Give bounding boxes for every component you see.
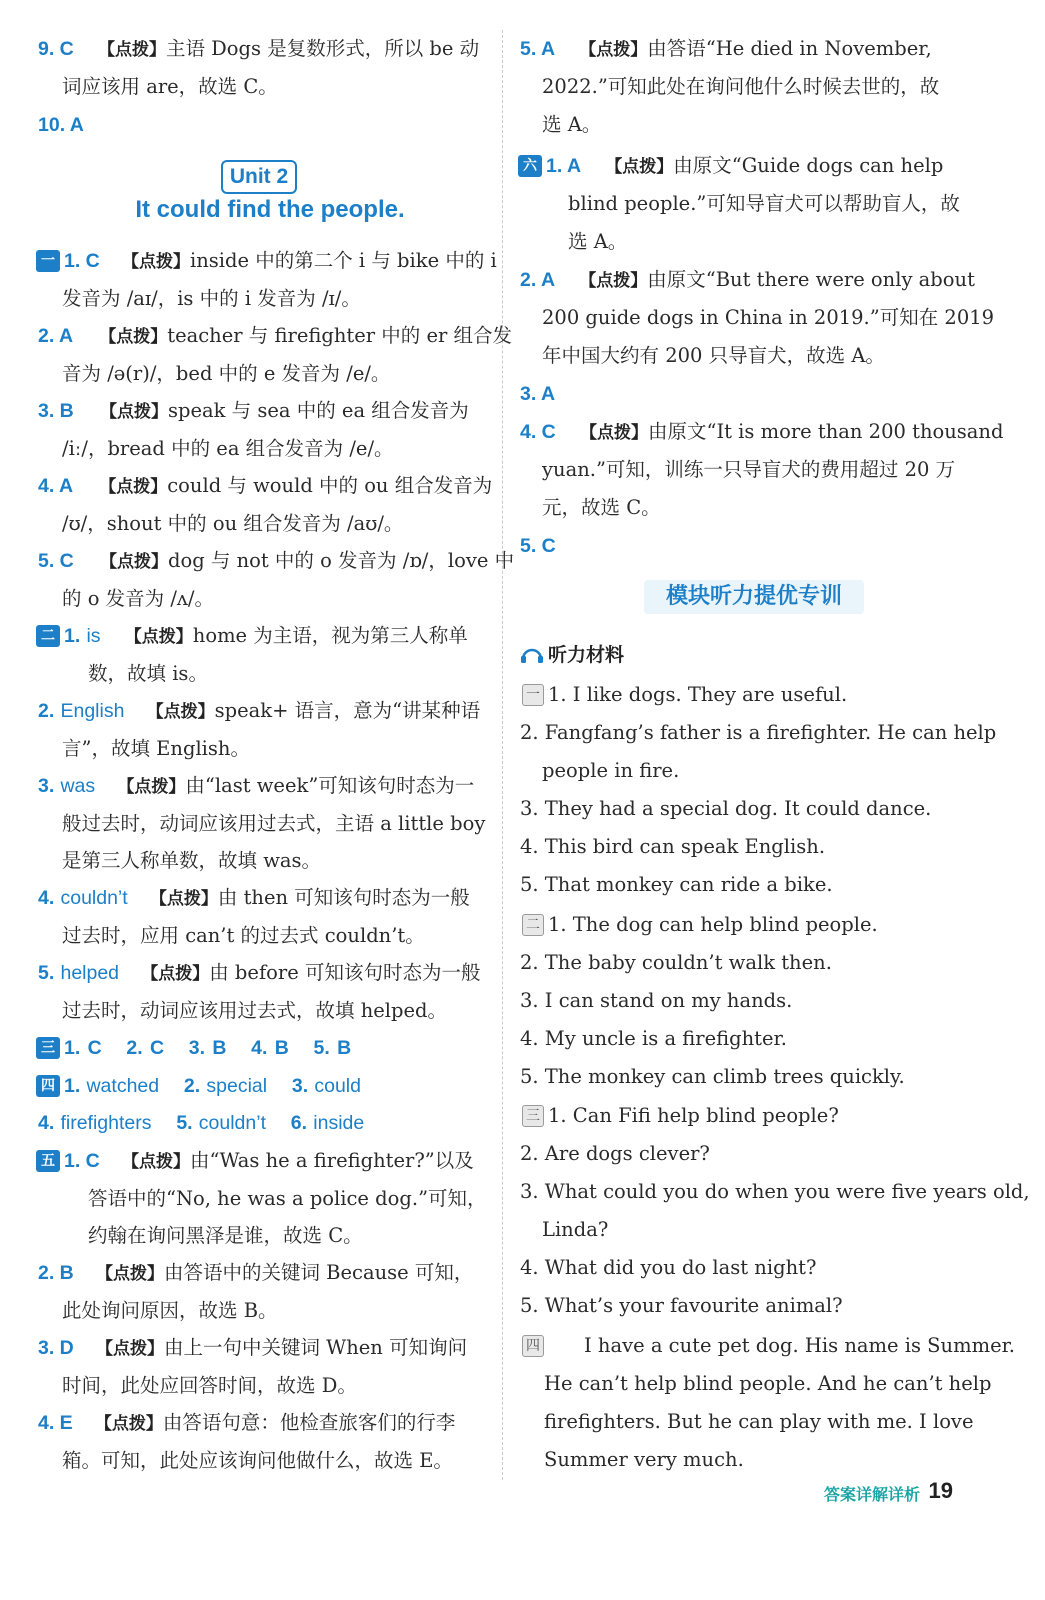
s5-item-1-cont: 答语中的“No, he was a police dog.”可知，: [88, 1187, 487, 1210]
s1-item-1-cont: 发音为 /aɪ/，is 中的 i 发音为 /ɪ/。: [62, 287, 361, 310]
l3-line-5: 4. What did you do last night?: [520, 1256, 817, 1279]
l2-line-4: 4. My uncle is a firefighter.: [520, 1027, 787, 1050]
s6-item-4: 4. C 【点拨】由原文“It is more than 200 thousand: [520, 420, 1004, 443]
s2-item-5: 5. helped 【点拨】由 before 可知该句时态为一般: [38, 961, 481, 984]
answer-9: 9. C 【点拨】主语 Dogs 是复数形式，所以 be 动: [38, 37, 480, 60]
s4-row-2: 4. firefighters 5. couldn’t 6. inside: [38, 1112, 365, 1134]
s1-item-2: 2. A 【点拨】teacher 与 firefighter 中的 er 组合发: [38, 324, 513, 347]
s2-item-4-cont: 过去时，应用 can’t 的过去式 couldn’t。: [62, 924, 425, 947]
s5-item-4: 4. E 【点拨】由答语句意：他检查旅客们的行李: [38, 1411, 456, 1434]
s1-item-4: 4. A 【点拨】could 与 would 中的 ou 组合发音为: [38, 474, 493, 497]
s1-item-5: 5. C 【点拨】dog 与 not 中的 o 发音为 /ɒ/，love 中: [38, 549, 515, 572]
s6-item-4-cont: yuan.”可知，训练一只导盲犬的费用超过 20 万: [542, 458, 956, 481]
unit-label: Unit 2: [221, 160, 297, 194]
s6-item-4-cont2: 元，故选 C。: [542, 496, 661, 519]
s1-item-3-cont: /iː/，bread 中的 ea 组合发音为 /e/。: [62, 437, 394, 460]
s2-item-3-cont2: 是第三人称单数，故填 was。: [62, 849, 322, 872]
s1-item-4-cont: /ʊ/，shout 中的 ou 组合发音为 /aʊ/。: [62, 512, 404, 535]
listening-heading: 听力材料: [520, 640, 624, 667]
s2-item-3-cont: 般过去时，动词应该用过去式，主语 a little boy: [62, 812, 486, 835]
footer-tag: 答案详解详析: [823, 1485, 920, 1504]
section-badge-five: 五: [36, 1150, 60, 1172]
s6-item-3: 3. A: [520, 383, 556, 405]
headphones-icon: [520, 645, 544, 663]
r-top-item: 5. A 【点拨】由答语“He died in November,: [520, 37, 932, 60]
l2-line-2: 2. The baby couldn’t walk then.: [520, 951, 832, 974]
s2-item-1-cont: 数，故填 is。: [88, 662, 208, 685]
s6-item-1-cont: blind people.”可知导盲犬可以帮助盲人，故: [568, 192, 960, 215]
s5-item-3-cont: 时间，此处应回答时间，故选 D。: [62, 1374, 357, 1397]
page-number: 19: [928, 1478, 953, 1503]
s5-item-1-cont2: 约翰在询问黑泽是谁，故选 C。: [88, 1224, 363, 1247]
listening-badge-three: 三: [522, 1105, 544, 1127]
s6-item-1: 1. A 【点拨】由原文“Guide dogs can help: [546, 154, 944, 177]
l1-line-3: people in fire.: [542, 759, 680, 782]
s1-item-5-cont: 的 o 发音为 /ʌ/。: [62, 587, 214, 610]
answer-10: 10. A: [38, 114, 84, 136]
s4-row-1: 1. watched 2. special 3. could: [64, 1075, 361, 1097]
l1-line-5: 4. This bird can speak English.: [520, 835, 826, 858]
s6-item-2: 2. A 【点拨】由原文“But there were only about: [520, 268, 975, 291]
listening-badge-four: 四: [522, 1335, 544, 1357]
s5-item-3: 3. D 【点拨】由上一句中关键词 When 可知询问: [38, 1336, 468, 1359]
listening-badge-one: 一: [522, 684, 544, 706]
s2-item-3: 3. was 【点拨】由“last week”可知该句时态为一: [38, 774, 475, 797]
l3-line-2: 2. Are dogs clever?: [520, 1142, 710, 1165]
s5-item-2-cont: 此处询问原因，故选 B。: [62, 1299, 278, 1322]
s1-item-1: 1. C 【点拨】inside 中的第二个 i 与 bike 中的 i: [64, 249, 497, 272]
s5-item-1: 1. C 【点拨】由“Was he a firefighter?”以及: [64, 1149, 474, 1172]
listening-badge-two: 二: [522, 914, 544, 936]
answer-9-cont: 词应该用 are，故选 C。: [62, 75, 278, 98]
l3-line-4: Linda?: [542, 1218, 609, 1241]
s3-answers: 1. C 2. C 3. B 4. B 5. B: [64, 1037, 352, 1059]
section-badge-six: 六: [518, 155, 542, 177]
s2-item-4: 4. couldn’t 【点拨】由 then 可知该句时态为一般: [38, 886, 470, 909]
s6-item-2-cont2: 年中国大约有 200 只导盲犬，故选 A。: [542, 344, 885, 367]
unit-title: It could find the people.: [135, 196, 405, 223]
r-top-item-cont2: 选 A。: [542, 113, 602, 136]
section-badge-one: 一: [36, 250, 60, 272]
column-divider: [502, 30, 503, 1480]
module-title: 模块听力提优专训: [644, 580, 864, 614]
l2-line-3: 3. I can stand on my hands.: [520, 989, 793, 1012]
section-badge-three: 三: [36, 1037, 60, 1059]
section-badge-four: 四: [36, 1075, 60, 1097]
s5-item-2: 2. B 【点拨】由答语中的关键词 Because 可知，: [38, 1261, 474, 1284]
l4-line-2: He can’t help blind people. And he can’t help: [544, 1372, 992, 1395]
l3-line-6: 5. What’s your favourite animal?: [520, 1294, 843, 1317]
l1-line-4: 3. They had a special dog. It could dance.: [520, 797, 932, 820]
s1-item-3: 3. B 【点拨】speak 与 sea 中的 ea 组合发音为: [38, 399, 469, 422]
l3-line-1: 1. Can Fifi help blind people?: [548, 1104, 839, 1127]
s2-item-1: 1. is 【点拨】home 为主语，视为第三人称单: [64, 624, 468, 647]
s2-item-5-cont: 过去时，动词应该用过去式，故填 helped。: [62, 999, 448, 1022]
l4-line-4: Summer very much.: [544, 1448, 744, 1471]
l2-line-1: 1. The dog can help blind people.: [548, 913, 878, 936]
l4-line-3: firefighters. But he can play with me. I love: [544, 1410, 974, 1433]
l2-line-5: 5. The monkey can climb trees quickly.: [520, 1065, 905, 1088]
s5-item-4-cont: 箱。可知，此处应该询问他做什么，故选 E。: [62, 1449, 453, 1472]
l1-line-6: 5. That monkey can ride a bike.: [520, 873, 833, 896]
l3-line-3: 3. What could you do when you were five years old,: [520, 1180, 1030, 1203]
s1-item-2-cont: 音为 /ə(r)/，bed 中的 e 发音为 /e/。: [62, 362, 391, 385]
l1-line-2: 2. Fangfang’s father is a firefighter. He can help: [520, 721, 997, 744]
l1-line-1: 1. I like dogs. They are useful.: [548, 683, 848, 706]
section-badge-two: 二: [36, 625, 60, 647]
s2-item-2-cont: 言”，故填 English。: [62, 737, 250, 760]
s6-item-2-cont: 200 guide dogs in China in 2019.”可知在 2019: [542, 306, 995, 329]
s6-item-1-cont2: 选 A。: [568, 230, 628, 253]
s6-item-5: 5. C: [520, 535, 556, 557]
r-top-item-cont: 2022.”可知此处在询问他什么时候去世的，故: [542, 75, 940, 98]
l4-line-1: I have a cute pet dog. His name is Summer.: [584, 1334, 1015, 1357]
s2-item-2: 2. English 【点拨】speak+ 语言，意为“讲某种语: [38, 699, 481, 722]
